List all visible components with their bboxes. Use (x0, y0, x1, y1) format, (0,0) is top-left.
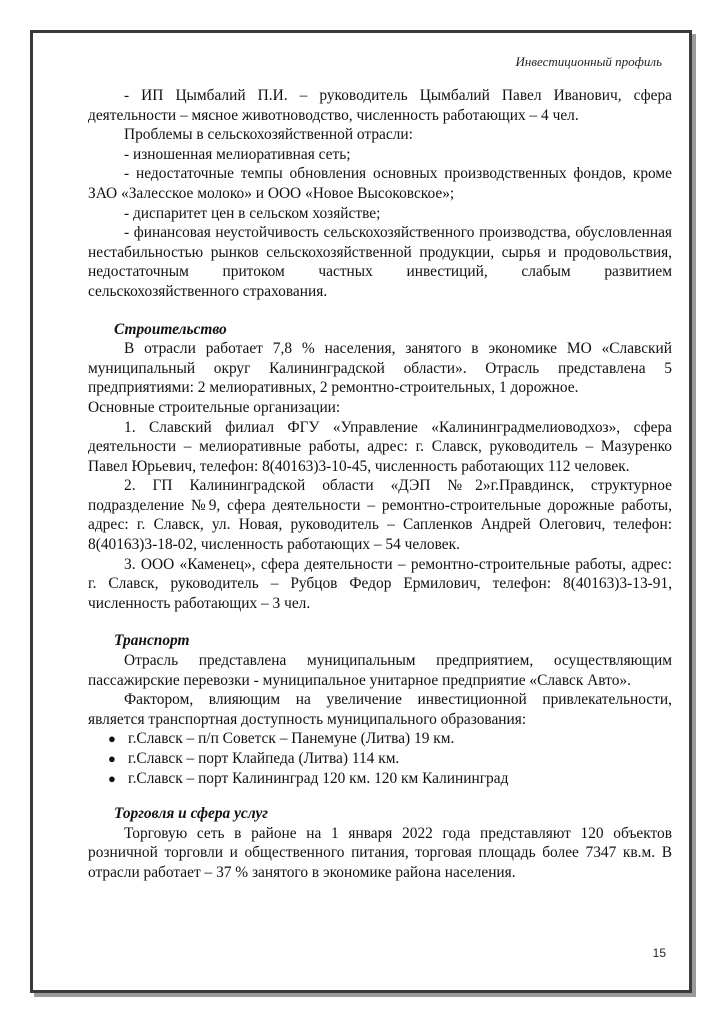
construction-paragraph: В отрасли работает 7,8 % населения, занятого в экономике МО «Славский муниципальный округ Калининградской области». Отрасль представлена 5 предприятиями: 2 мелиоративных, 2 ремонтно-строительных, 1 дорожное. (88, 340, 672, 397)
construction-paragraph: 1. Славский филиал ФГУ «Управление «Калининградмелиоводхоз», сфера деятельности – мелиоративные работы, адрес: г. Славск, руководитель – Мазуренко Павел Юрьевич, телефон: 8(40163)3-10-45, численность работающих 112 человек. (88, 418, 672, 475)
route-list (88, 729, 672, 788)
route-text: г.Славск – порт Калининград 120 км. 120 км Калининград (128, 769, 509, 787)
bullet-icon: ● (108, 751, 116, 766)
bullet-icon: ● (108, 770, 116, 786)
section-heading-trade: Торговля и сфера услуг (114, 805, 268, 823)
intro-paragraph: Проблемы в сельскохозяйственной отрасли: (124, 126, 413, 144)
trade-paragraph: Торговую сеть в районе на 1 января 2022 года представляют 120 объектов розничной торговли и общественного питания, торговая площадь более 7347 кв.м. В отрасли работает – 37 % занятого в экономике района населения. (88, 824, 672, 881)
route-text: г.Славск – порт Клайпеда (Литва) 114 км. (128, 750, 400, 767)
list-item (88, 729, 672, 749)
construction-paragraph: Основные строительные организации: (88, 398, 341, 416)
intro-paragraph: - диспаритет цен в сельском хозяйстве; (124, 204, 381, 222)
list-item (88, 769, 672, 789)
running-header: Инвестиционный профиль (515, 54, 662, 69)
construction-paragraph: 2. ГП Калининградской области «ДЭП №2»г.Правдинск, структурное подразделение №9, сфера деятельности – ремонтно-строительные дорожные работы, адрес: г. Славск, ул. Новая, руководитель – Сапленков Андрей Олегович, телефон: 8(40163)3-18-02, численность работающих – 54 человек. (88, 477, 672, 554)
transport-paragraph: Отрасль представлена муниципальным предприятием, осуществляющим пассажирские перевозки - муниципальное унитарное предприятие «Славск Авто». (88, 652, 672, 689)
bullet-icon: ● (108, 731, 116, 747)
intro-paragraph: - недостаточные темпы обновления основных производственных фондов, кроме ЗАО «Залесское молоко» и ООО «Новое Высоковское»; (88, 165, 672, 202)
construction-paragraph: 3. ООО «Каменец», сфера деятельности – ремонтно-строительные работы, адрес: г. Славск, руководитель – Рубцов Федор Ермилович, телефон: 8(40163)3-13-91, численность работающих – 3 чел. (88, 555, 672, 612)
route-text: г.Славск – п/п Советск – Панемуне (Литва) 19 км. (128, 730, 455, 748)
document-body (88, 86, 672, 883)
intro-paragraph: - финансовая неустойчивость сельскохозяйственного производства, обусловленная нестабильностью рынков сельскохозяйственной продукции, сырья и продовольствия, недостаточным притоком частных инвестиций, слабым развитием сельскохозяйственного страхования. (88, 224, 672, 300)
page-number: 15 (652, 946, 666, 960)
intro-paragraph: - изношенная мелиоративная сеть; (124, 145, 351, 163)
intro-paragraph: - ИП Цымбалий П.И. – руководитель Цымбалий Павел Иванович, сфера деятельности – мясное животноводство, численность работающих – 4 чел. (88, 87, 672, 124)
section-heading-transport: Транспорт (114, 632, 190, 650)
section-heading-construction: Строительство (114, 320, 227, 338)
list-item (88, 749, 672, 769)
transport-paragraph: Фактором, влияющим на увеличение инвестиционной привлекательности, является транспортная доступность муниципального образования: (88, 691, 672, 728)
